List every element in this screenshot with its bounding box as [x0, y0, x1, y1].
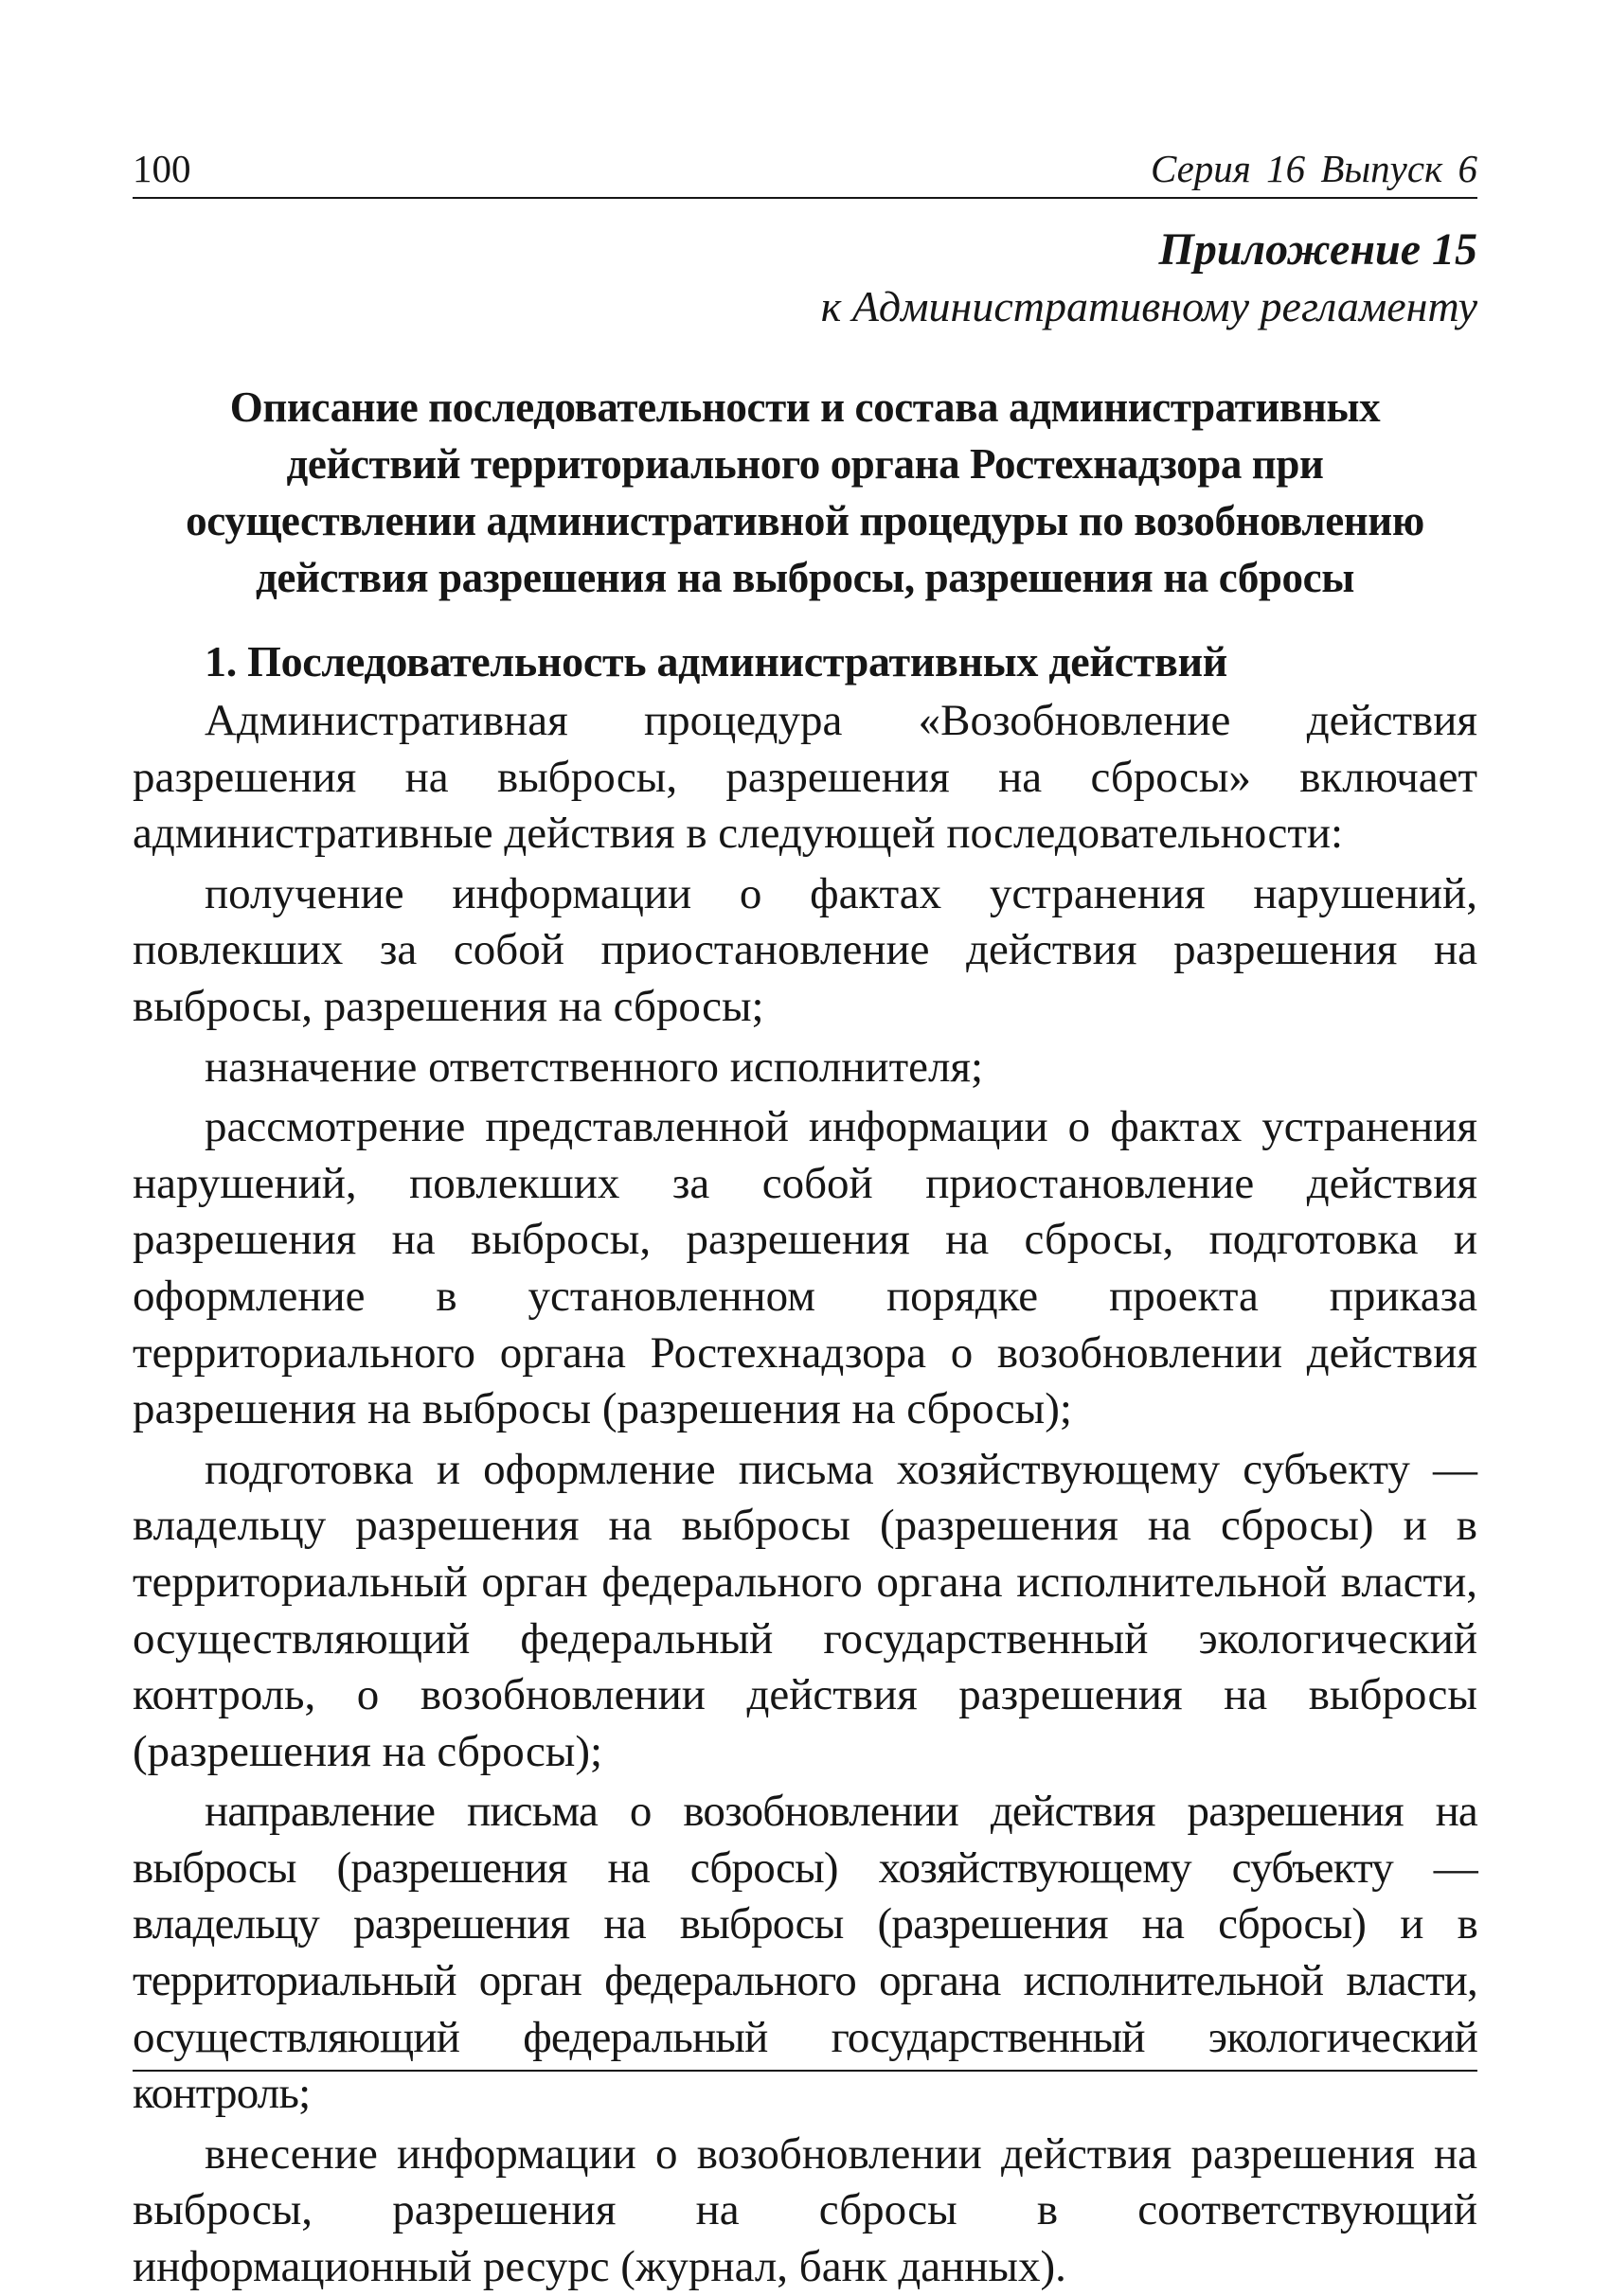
- appendix-subtitle: к Административному регламенту: [820, 282, 1477, 330]
- paragraph-item: получение информации о фактах устранения нарушений, повлекших за собой приостановление действия разрешения на выбросы, разрешения на сбросы;: [133, 868, 1477, 1031]
- document-page: [133, 142, 1477, 2296]
- page-number: 100: [133, 147, 191, 190]
- header-rule: [133, 197, 1477, 199]
- paragraph-item: внесение информации о возобновлении действия разрешения на выбросы, разрешения на сбросы в соответствующий информационный ресурс (журнал, банк данных).: [133, 2128, 1477, 2292]
- paragraph-item: назначение ответственного исполнителя;: [205, 1041, 984, 1092]
- running-header: [133, 142, 1477, 195]
- paragraph-intro: Административная процедура «Возобновление действия разрешения на выбросы, разрешения на сбросы» включает административные действия в следующей последовательности:: [133, 696, 1477, 859]
- document-title: Описание последовательности и состава административных действий территориального органа Ростехнадзора при осуществлении административной процедуры по возобновлению действия разрешения на выбросы, разрешения на сбросы: [186, 383, 1424, 601]
- appendix-title: Приложение 15: [1158, 224, 1477, 275]
- section-heading: 1. Последовательность административных действий: [205, 637, 1227, 685]
- paragraph-item: рассмотрение представленной информации о фактах устранения нарушений, повлекших за собой приостановление действия разрешения на выбросы, разрешения на сбросы, подготовка и оформление в установленном порядке проекта приказа территориального органа Ростехнадзора о возобновлении действия разрешения на выбросы (разрешения на сбросы);: [133, 1102, 1477, 1434]
- paragraph-item: направление письма о возобновлении действия разрешения на выбросы (разрешения на сбросы) хозяйствующему субъекту — владельцу разрешения на выбросы (разрешения на сбросы) и в территориальный орган федерального органа исполнительной власти, осуществляющий федеральный государственный экологический контроль;: [133, 1787, 1477, 2119]
- series-label: Серия 16 Выпуск 6: [1150, 147, 1477, 190]
- paragraph-item: подготовка и оформление письма хозяйствующему субъекту — владельцу разрешения на выбросы (разрешения на сбросы) и в территориальный орган федерального органа исполнительной власти, осуществляющий федеральный государственный экологический контроль, о возобновлении действия разрешения на выбросы (разрешения на сбросы);: [133, 1444, 1477, 1776]
- appendix-reference: [133, 222, 1477, 335]
- footer-rule: [133, 2070, 1477, 2072]
